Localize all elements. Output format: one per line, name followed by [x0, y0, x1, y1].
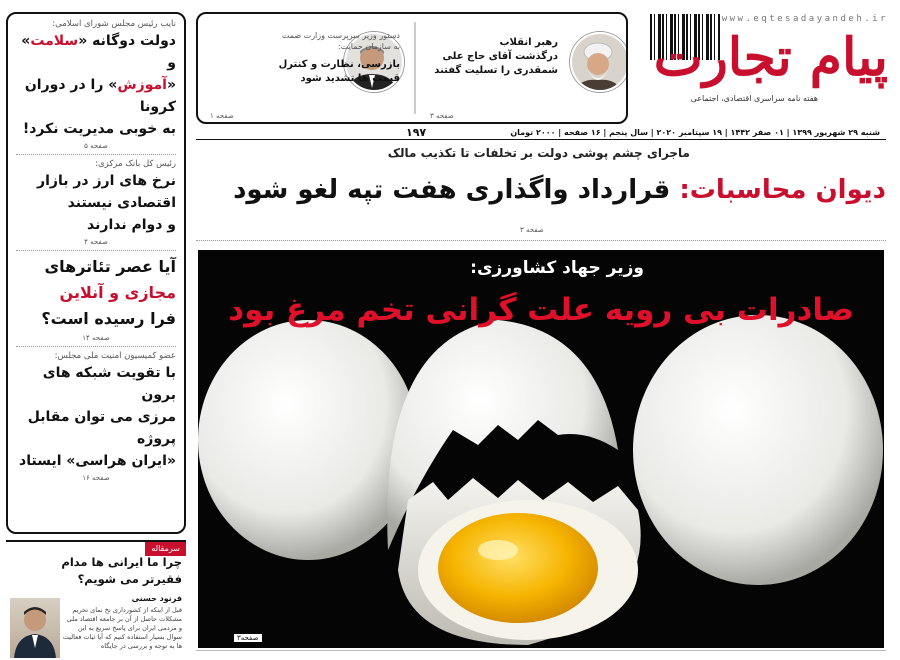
sidebar-story-page: صفحه ۴: [84, 238, 108, 246]
editorial-author-photo: [10, 598, 60, 658]
headline-text: قرارداد واگذاری هفت تپه لغو شود: [233, 175, 680, 205]
sidebar-story-headline-line: [16, 254, 176, 280]
bottom-rule: [196, 650, 886, 651]
teaser-right-photo: [570, 32, 628, 92]
sidebar-story-2[interactable]: [16, 158, 176, 248]
editorial-title[interactable]: [12, 554, 182, 588]
headline-segment: دولت دوگانه «: [78, 33, 176, 49]
sidebar-story-3[interactable]: [16, 254, 176, 344]
main-photo[interactable]: [198, 250, 884, 648]
editorial-box[interactable]: [6, 540, 186, 658]
headline-segment: «: [166, 77, 176, 93]
headline-segment: سلامت: [30, 33, 79, 49]
newspaper-tagline: هفته نامه سراسری اقتصادی، اجتماعی: [690, 94, 818, 103]
headline-segment: » را در دوران کرونا: [24, 77, 176, 115]
headline-segment: «ایران هراسی» ایستاد: [19, 453, 176, 469]
sidebar-story-headline-line: [16, 280, 176, 306]
sidebar-news-column: [6, 12, 186, 534]
teaser-left-line-2: قیمت ها تشدید شود: [300, 73, 400, 84]
sidebar-story-page: صفحه ۱۴: [82, 334, 110, 342]
sidebar-divider: [16, 154, 176, 155]
issue-number: ۱۹۷: [406, 126, 427, 139]
editorial-title-line-1: چرا ما ایرانی ها مدام: [61, 555, 182, 569]
sidebar-story-page: صفحه ۱۶: [82, 474, 110, 482]
sidebar-story-headline-line: [16, 192, 176, 214]
headline-segment: مجازی و آنلاین: [59, 283, 176, 302]
headline-segment: با تقویت شبکه های برون: [42, 365, 176, 403]
headline-segment: فرا رسیده است؟: [41, 309, 176, 328]
date-bar: [196, 126, 886, 140]
headline-page: صفحه ۳: [520, 226, 544, 234]
teaser-right-line-1: رهبر انقلاب: [499, 37, 558, 48]
headline-segment: به خوبی مدیریت نکرد!: [22, 121, 176, 137]
editorial-author: فرنود حسنی: [131, 594, 182, 603]
teaser-right-text[interactable]: [418, 36, 558, 78]
sidebar-story-page: صفحه ۵: [84, 142, 108, 150]
teaser-divider: [414, 22, 416, 114]
sidebar-story-headline-line: [16, 406, 176, 450]
sidebar-story-1[interactable]: [16, 18, 176, 152]
cleric-portrait-icon: [570, 34, 628, 92]
teaser-right-line-3: شمقدری را تسلیت گفتند: [434, 65, 558, 76]
headline-segment: مرزی می توان مقابل پروژه: [27, 409, 176, 447]
author-portrait-icon: [10, 598, 60, 658]
teaser-left-line-1: بازرسی، نظارت و کنترل: [278, 59, 400, 70]
teaser-left-kicker-line-1: دستور وزیر سرپرست وزارت صمت: [281, 31, 400, 40]
sidebar-story-headline-line: [16, 362, 176, 406]
sidebar-story-kicker: عضو کمیسیون امنیت ملی مجلس:: [54, 351, 176, 361]
issue-date: شنبه ۲۹ شهریور ۱۳۹۹ | ۰۱ صفر ۱۴۴۲ | ۱۹ سپتامبر ۲۰۲۰ | سال پنجم | ۱۶ صفحه | ۲۰۰۰ تومان: [510, 128, 880, 137]
sidebar-story-headline-line: [16, 450, 176, 472]
photo-headline[interactable]: صادرات بی رویه علت گرانی تخم مرغ بود: [228, 292, 854, 328]
teaser-right-page: صفحه ۳: [430, 112, 454, 120]
headline-segment: و دوام ندارند: [87, 217, 176, 233]
section-divider: [196, 240, 886, 241]
headline-segment: نرخ های ارز در بازار: [37, 173, 176, 189]
sidebar-story-headline-line: [16, 30, 176, 74]
editorial-tag: سرمقاله: [145, 542, 186, 556]
masthead: [640, 10, 898, 122]
sidebar-story-4[interactable]: [16, 350, 176, 484]
teaser-left-page: صفحه ۱: [210, 112, 234, 120]
sidebar-story-headline-line: [16, 306, 176, 332]
editorial-body: قبل از اینکه از کشورداری نخ نمای تحریم مشکلات حاصل از آن بر جامعه اقتصاد ملی و مردمی ایران برای پاسخ سریع به این سوال بسیار استفاده کنیم که آیا ثبات فعالیت ها به توجه و بررسی در جایگاه: [62, 606, 182, 650]
main-headline[interactable]: [233, 170, 886, 210]
sidebar-story-kicker: رئیس کل بانک مرکزی:: [95, 159, 176, 169]
headline-segment: » و: [21, 33, 176, 71]
editorial-title-line-2: فقیرتر می شویم؟: [77, 572, 182, 586]
top-teaser-box: [196, 12, 628, 124]
headline-supertitle: ماجرای چشم پوشی دولت بر تخلفات تا تکذیب مالک: [387, 146, 690, 160]
headline-segment: آموزش: [117, 77, 167, 93]
sidebar-story-kicker: نایب رئیس مجلس شورای اسلامی:: [52, 19, 176, 29]
sidebar-story-headline-line: [16, 74, 176, 118]
photo-page: صفحه۳: [234, 634, 262, 642]
website-url[interactable]: www.eqtesadayandeh.ir: [721, 14, 888, 24]
sidebar-divider: [16, 250, 176, 251]
photo-kicker: وزیر جهاد کشاورزی:: [470, 258, 644, 278]
teaser-left-kicker-line-2: به سازمان حمایت:: [338, 42, 400, 51]
sidebar-divider: [16, 346, 176, 347]
sidebar-story-headline-line: [16, 118, 176, 140]
sidebar-story-headline-line: [16, 214, 176, 236]
sidebar-story-headline-line: [16, 170, 176, 192]
headline-segment: اقتصادی نیستند: [67, 195, 176, 211]
teaser-right-line-2: درگذشت آقای حاج علی: [442, 51, 558, 62]
headline-segment: آیا عصر تئاترهای: [44, 257, 176, 276]
teaser-left-kicker: [270, 30, 400, 52]
headline-source: دیوان محاسبات:: [679, 175, 886, 205]
newspaper-logo[interactable]: پیام تجارت: [653, 27, 888, 88]
teaser-left-text[interactable]: [270, 58, 400, 86]
